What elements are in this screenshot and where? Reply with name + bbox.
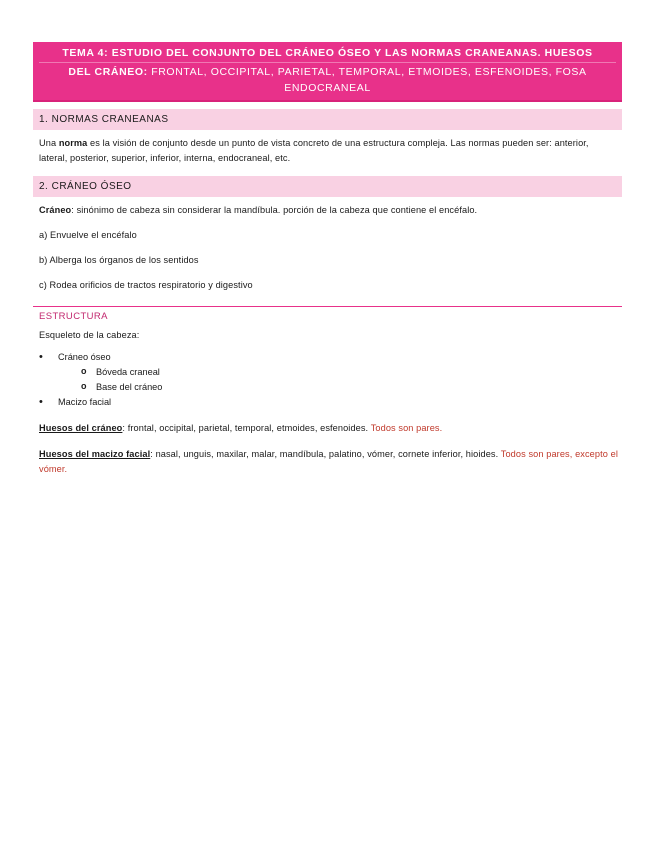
- document-page: [33, 42, 622, 477]
- huesos-macizo-paragraph: Huesos del macizo facial: nasal, unguis, maxilar, malar, mandíbula, palatino, vómer, cornete inferior, hioides. Todos son pares, excepto el vómer.: [39, 449, 618, 474]
- list-item: o Base del cráneo: [33, 380, 622, 395]
- title-normal: FRONTAL, OCCIPITAL, PARIETAL, TEMPORAL, ETMOIDES, ESFENOIDES, FOSA ENDOCRANEAL: [147, 66, 587, 94]
- estructura-list: [33, 350, 622, 410]
- list-item: o Bóveda craneal: [33, 365, 622, 380]
- title-banner: [33, 42, 622, 102]
- title-bold-2: DEL CRÁNEO:: [68, 66, 148, 78]
- list-item: • Macizo facial: [33, 395, 622, 410]
- estructura-intro: Esqueleto de la cabeza:: [39, 330, 140, 340]
- item-b: b) Alberga los órganos de los sentidos: [39, 255, 199, 265]
- item-c: c) Rodea orificios de tractos respiratorio y digestivo: [39, 280, 253, 290]
- normas-paragraph: Una norma es la visión de conjunto desde un punto de vista concreto de una estructura compleja. Las normas pueden ser: anterior, lateral, posterior, superior, inferior, interna, endocraneal, etc.: [39, 138, 589, 163]
- title-bold: TEMA 4: ESTUDIO DEL CONJUNTO DEL CRÁNEO ÓSEO Y LAS NORMAS CRANEANAS. HUESOS: [62, 47, 593, 59]
- estructura-heading: ESTRUCTURA: [33, 306, 622, 324]
- item-a: a) Envuelve el encéfalo: [39, 230, 137, 240]
- craneo-definition: Cráneo: sinónimo de cabeza sin considerar la mandíbula. porción de la cabeza que contiene el encéfalo.: [39, 205, 478, 215]
- section-heading-craneo-oseo: 2. CRÁNEO ÓSEO: [33, 176, 622, 197]
- huesos-craneo-paragraph: Huesos del cráneo: frontal, occipital, parietal, temporal, etmoides, esfenoides. Todos son pares.: [39, 423, 443, 433]
- list-item: • Cráneo óseo: [33, 350, 622, 365]
- section-heading-normas: 1. NORMAS CRANEANAS: [33, 109, 622, 130]
